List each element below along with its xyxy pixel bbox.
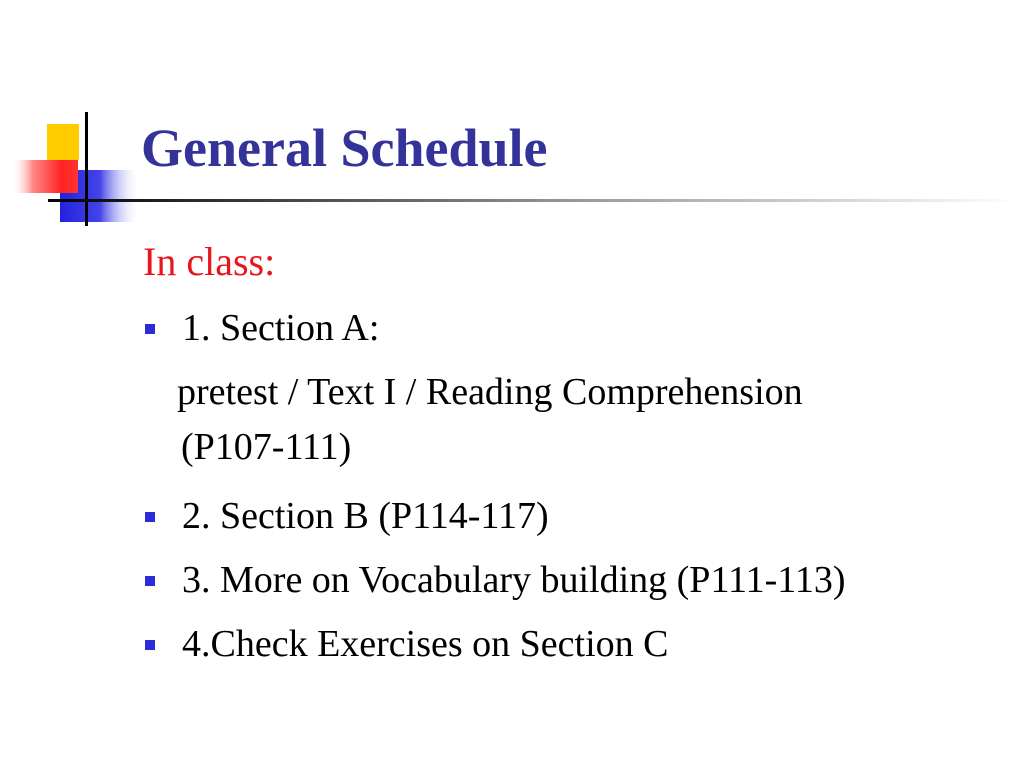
slide-title: General Schedule — [141, 118, 548, 178]
list-item-text: 1. Section A: — [182, 307, 380, 349]
bullet-icon — [145, 576, 155, 586]
section-a-detail-line: pretest / Text I / Reading Comprehension — [177, 371, 803, 413]
bullet-icon — [145, 324, 155, 334]
deco-horizontal-line — [48, 199, 1018, 202]
list-item-text: 4.Check Exercises on Section C — [182, 623, 669, 665]
in-class-heading: In class: — [143, 239, 276, 284]
list-item-text: 3. More on Vocabulary building (P111-113) — [182, 559, 846, 601]
bullet-icon — [145, 640, 155, 650]
deco-red-square — [13, 160, 78, 193]
deco-vertical-line — [85, 112, 88, 226]
section-a-page-range: (P107-111) — [181, 426, 352, 468]
list-item-text: 2. Section B (P114-117) — [182, 495, 549, 537]
bullet-icon — [145, 512, 155, 522]
deco-yellow-square — [47, 124, 79, 160]
